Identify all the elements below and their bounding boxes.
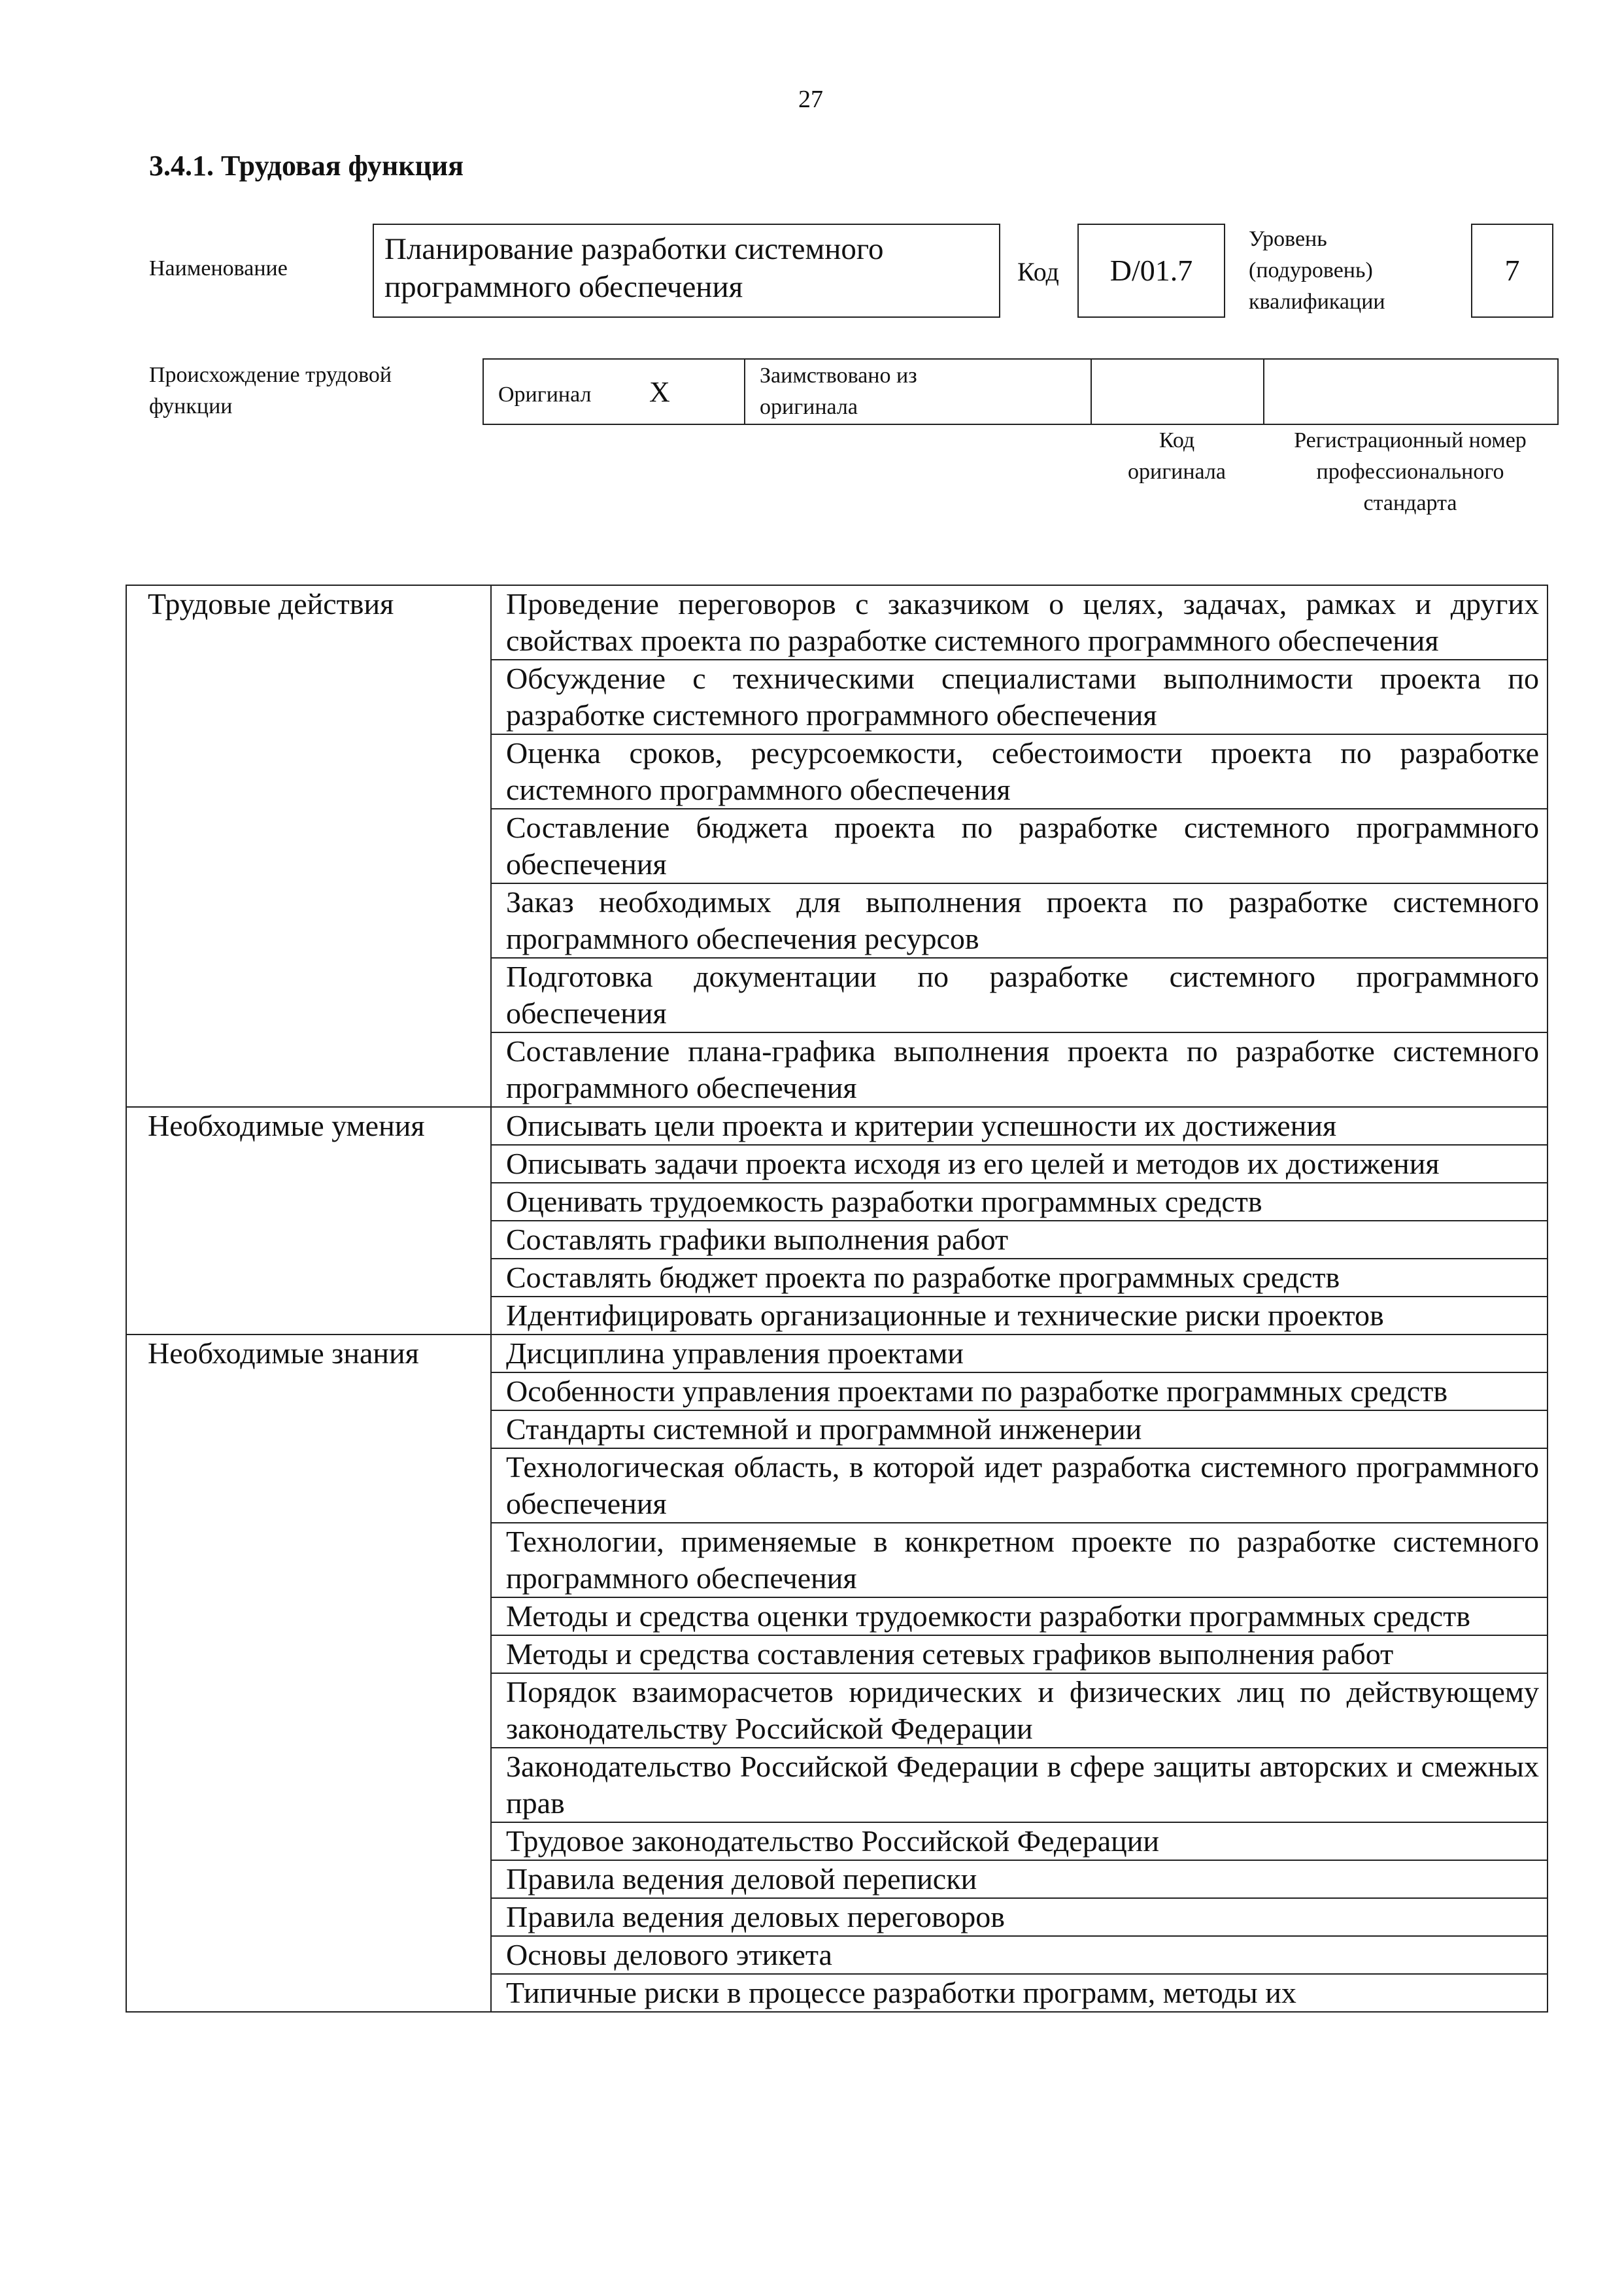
- name-value: Планирование разработки системного программного обеспечения: [373, 224, 1000, 318]
- code-label: Код: [1017, 257, 1059, 286]
- code-value: D/01.7: [1077, 224, 1225, 318]
- origin-code-caption: [1091, 425, 1263, 488]
- origin-reg-caption: [1263, 425, 1557, 519]
- requirement-item: Технологическая область, в которой идет разработка системного программного обеспечения: [491, 1448, 1548, 1523]
- origin-code-cell: [1091, 359, 1264, 424]
- requirement-item: Законодательство Российской Федерации в сфере защиты авторских и смежных прав: [491, 1748, 1548, 1822]
- name-label: Наименование: [149, 256, 288, 280]
- requirement-item: Идентифицировать организационные и технические риски проектов: [491, 1297, 1548, 1334]
- section-label: Необходимые знания: [126, 1334, 491, 2012]
- table-row: [126, 1107, 1548, 1145]
- origin-original-label: Оригинал: [498, 382, 592, 407]
- requirement-item: Особенности управления проектами по разработке программных средств: [491, 1372, 1548, 1410]
- level-value: 7: [1471, 224, 1553, 318]
- section-label: Необходимые умения: [126, 1107, 491, 1334]
- requirement-item: Правила ведения деловых переговоров: [491, 1898, 1548, 1936]
- requirement-item: Составлять бюджет проекта по разработке программных средств: [491, 1259, 1548, 1297]
- origin-label: Происхождение трудовой функции: [149, 363, 392, 418]
- requirement-item: Трудовое законодательство Российской Федерации: [491, 1822, 1548, 1860]
- requirement-item: Основы делового этикета: [491, 1936, 1548, 1974]
- requirement-item: Оценка сроков, ресурсоемкости, себестоимости проекта по разработке системного программного обеспечения: [491, 734, 1548, 809]
- requirement-item: Описывать задачи проекта исходя из его целей и методов их достижения: [491, 1145, 1548, 1183]
- requirement-item: Заказ необходимых для выполнения проекта по разработке системного программного обеспечения ресурсов: [491, 883, 1548, 958]
- requirement-item: Оценивать трудоемкость разработки программных средств: [491, 1183, 1548, 1221]
- section-label: Трудовые действия: [126, 585, 491, 1107]
- requirement-item: Технологии, применяемые в конкретном проекте по разработке системного программного обеспечения: [491, 1523, 1548, 1597]
- origin-reg-caption-text: Регистрационный номер профессионального стандарта: [1294, 428, 1527, 515]
- requirement-item: Методы и средства оценки трудоемкости разработки программных средств: [491, 1597, 1548, 1635]
- level-label: [1249, 224, 1451, 318]
- requirement-item: Составлять графики выполнения работ: [491, 1221, 1548, 1259]
- table-row: [126, 1334, 1548, 1372]
- origin-borrowed-label: [745, 359, 1091, 424]
- origin-reg-cell: [1264, 359, 1558, 424]
- requirement-item: Типичные риски в процессе разработки программ, методы их: [491, 1974, 1548, 2012]
- origin-code-caption-text: Код оригинала: [1128, 428, 1226, 484]
- requirement-item: Проведение переговоров с заказчиком о целях, задачах, рамках и других свойствах проекта по разработке системного программного обеспечения: [491, 585, 1548, 660]
- requirement-item: Стандарты системной и программной инженерии: [491, 1410, 1548, 1448]
- level-label-text: Уровень (подуровень) квалификации: [1249, 227, 1385, 314]
- requirements-table: [126, 585, 1548, 2013]
- origin-table: [482, 358, 1559, 425]
- requirement-item: Подготовка документации по разработке системного программного обеспечения: [491, 958, 1548, 1032]
- requirement-item: Описывать цели проекта и критерии успешности их достижения: [491, 1107, 1548, 1145]
- table-row: [126, 585, 1548, 660]
- origin-borrowed-text: Заимствовано из оригинала: [760, 364, 917, 419]
- requirement-item: Порядок взаиморасчетов юридических и физических лиц по действующему законодательству Российской Федерации: [491, 1673, 1548, 1748]
- page-number: 27: [798, 86, 823, 113]
- origin-original-cell: [483, 359, 745, 424]
- requirement-item: Дисциплина управления проектами: [491, 1334, 1548, 1372]
- requirement-item: Обсуждение с техническими специалистами выполнимости проекта по разработке системного программного обеспечения: [491, 660, 1548, 734]
- requirement-item: Методы и средства составления сетевых графиков выполнения работ: [491, 1635, 1548, 1673]
- origin-original-mark: X: [649, 375, 670, 408]
- requirement-item: Правила ведения деловой переписки: [491, 1860, 1548, 1898]
- requirement-item: Составление плана-графика выполнения проекта по разработке системного программного обеспечения: [491, 1032, 1548, 1107]
- requirement-item: Составление бюджета проекта по разработке системного программного обеспечения: [491, 809, 1548, 883]
- section-title: 3.4.1. Трудовая функция: [149, 150, 464, 182]
